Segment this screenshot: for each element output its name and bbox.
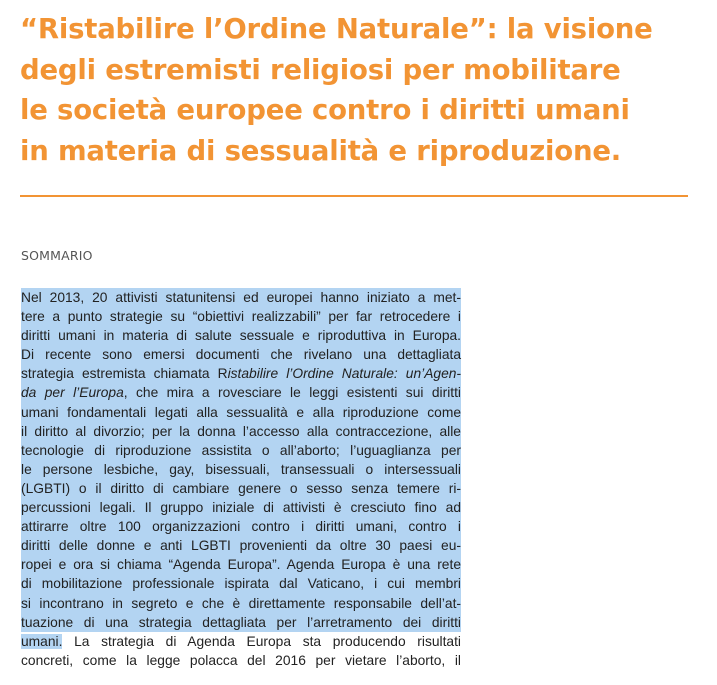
selected-text-line[interactable]: tuazione di una strategia dettagliata per l’arretramento dei diritti xyxy=(21,613,461,632)
selected-text-line[interactable]: (LGBTI) o il diritto di cambiare genere o sesso senza temere ri- xyxy=(21,479,461,498)
title-line: le società europee contro i diritti umani xyxy=(20,94,630,126)
selected-text-line[interactable]: percussioni legali. Il gruppo iniziale di attivisti è cresciuto fino ad xyxy=(21,498,461,517)
selected-text-line[interactable] xyxy=(21,383,461,402)
italic-title-run: istabilire l’Ordine Naturale: un’Agen- xyxy=(227,366,462,382)
selected-text-line[interactable]: di mobilitazione professionale ispirata dal Vaticano, i cui membri xyxy=(21,574,461,593)
selected-text-line[interactable]: ropei e ora si chiama “Agenda Europa”. Agenda Europa è una rete xyxy=(21,555,461,574)
selected-text-line[interactable] xyxy=(21,364,461,383)
title-line: degli estremisti religiosi per mobilitare xyxy=(20,53,621,86)
section-label-sommario: SOMMARIO xyxy=(21,248,93,263)
document-title xyxy=(20,9,700,171)
italic-title-run: da per l’Europa xyxy=(21,385,124,401)
summary-paragraph[interactable] xyxy=(21,288,461,670)
text-run: , che mira a rovesciare le leggi esistenti sui diritti xyxy=(123,385,461,401)
selected-text-line[interactable]: Nel 2013, 20 attivisti statunitensi ed europei hanno iniziato a met- xyxy=(21,288,461,307)
text-line[interactable] xyxy=(21,632,461,651)
selected-text-line[interactable]: attirarre oltre 100 organizzazioni contro i diritti umani, contro i xyxy=(21,517,461,536)
title-line: “Ristabilire l’Ordine Naturale”: la visione xyxy=(20,13,653,45)
selected-text-line[interactable]: diritti umani in materia di salute sessuale e riproduttiva in Europa. xyxy=(21,326,461,345)
text-line[interactable]: concreti, come la legge polacca del 2016 per vietare l’aborto, il xyxy=(21,652,461,668)
selected-text-line[interactable]: Di recente sono emersi documenti che rivelano una dettagliata xyxy=(21,345,461,364)
selected-text-line[interactable]: diritti delle donne e anti LGBTI provenienti da oltre 30 paesi eu- xyxy=(21,536,461,555)
selected-text-line[interactable]: si incontrano in segreto e che è direttamente responsabile dell’at- xyxy=(21,594,461,613)
title-line: in materia di sessualità e riproduzione. xyxy=(20,134,622,167)
selected-text-line[interactable]: tecnologie di riproduzione assistita o all’aborto; l’uguaglianza per xyxy=(21,441,461,460)
selected-text-line[interactable]: umani fondamentali legati alla sessualità e alla riproduzione come xyxy=(21,403,461,422)
selected-text-line[interactable]: tere a punto strategie su “obiettivi realizzabili” per far retrocedere i xyxy=(21,307,461,326)
selected-text-run[interactable]: umani. xyxy=(21,633,63,649)
title-divider xyxy=(20,195,688,197)
text-run: strategia estremista chiamata R xyxy=(21,366,228,382)
text-run: La strategia di Agenda Europa sta producendo risultati xyxy=(62,633,461,649)
selected-text-line[interactable]: le persone lesbiche, gay, bisessuali, transessuali o intersessuali xyxy=(21,460,461,479)
selected-text-line[interactable]: il diritto al divorzio; per la donna l’accesso alla contraccezione, alle xyxy=(21,422,461,441)
